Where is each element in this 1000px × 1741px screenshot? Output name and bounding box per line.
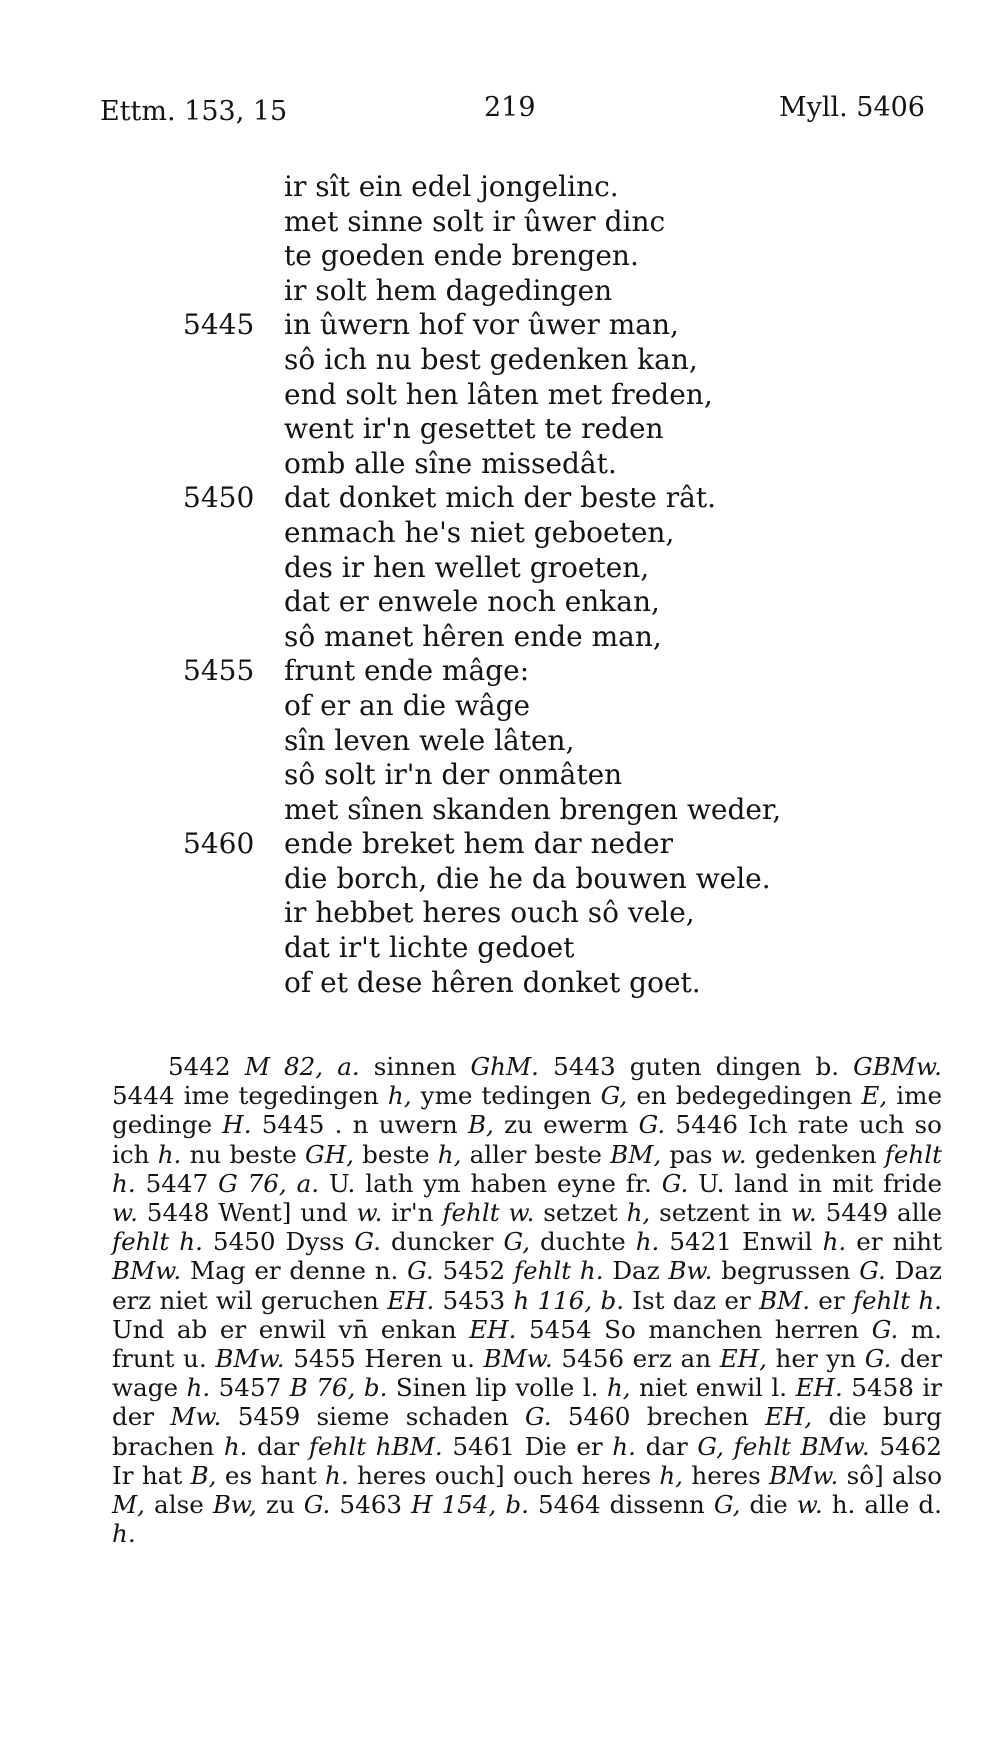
verse-line-text: ende breket hem dar neder — [284, 827, 674, 861]
siglum: EH, — [719, 1344, 767, 1374]
verse-line — [0, 689, 1000, 724]
apparatus-text: 5462 Ir hat — [112, 1431, 942, 1490]
verse-line — [0, 585, 1000, 620]
siglum: w. — [356, 1198, 383, 1228]
siglum: G, — [600, 1081, 628, 1111]
apparatus-text: pas — [661, 1139, 721, 1169]
siglum: h. — [325, 1460, 349, 1490]
verse-line — [0, 654, 1000, 689]
apparatus-text: 5444 ime tegedingen — [112, 1081, 388, 1111]
verse-line — [0, 205, 1000, 240]
siglum: h. — [822, 1227, 847, 1257]
apparatus-text: 5459 sieme schaden — [221, 1402, 526, 1432]
apparatus-text: her yn — [766, 1344, 865, 1374]
siglum: G. — [661, 1168, 689, 1198]
siglum: E, — [861, 1081, 888, 1111]
apparatus-text: sinnen — [359, 1052, 471, 1081]
siglum: G. — [407, 1256, 434, 1286]
apparatus-text: begrussen — [712, 1256, 860, 1286]
siglum: H. — [222, 1110, 252, 1140]
apparatus-text: 5453 — [434, 1285, 514, 1315]
apparatus-text: 5460 brechen — [551, 1402, 766, 1432]
apparatus-text: 5447 — [135, 1168, 219, 1198]
siglum: B 76, b. — [289, 1373, 388, 1403]
header-left-reference: Ettm. 153, 15 — [100, 96, 288, 127]
verse-line — [0, 308, 1000, 343]
siglum: h, — [606, 1373, 631, 1403]
verse-line-text: frunt ende mâge: — [284, 654, 530, 688]
siglum: B, — [467, 1110, 494, 1140]
siglum: EH, — [765, 1402, 813, 1432]
verse-line-text: ir sît ein edel jongelinc. — [284, 170, 619, 203]
siglum: GhM. — [470, 1052, 539, 1081]
siglum: fehlt hBM. — [308, 1431, 443, 1461]
apparatus-text: Daz — [603, 1256, 669, 1286]
siglum: h. — [635, 1227, 660, 1257]
siglum: h, — [659, 1460, 683, 1490]
apparatus-text: h. alle d. — [822, 1490, 942, 1520]
apparatus-text: er niht — [846, 1227, 942, 1257]
apparatus-text: dar — [635, 1431, 698, 1461]
siglum: w. — [720, 1139, 747, 1169]
siglum: h, — [437, 1139, 462, 1169]
verse-line-text: of et dese hêren donket goet. — [284, 965, 701, 999]
siglum: h. — [157, 1139, 182, 1169]
siglum: h. — [112, 1519, 136, 1549]
verse-line-text: ir solt hem dagedingen — [284, 273, 613, 307]
verse-line-text: dat donket mich der beste rât. — [284, 481, 716, 515]
apparatus-text: U. land in mit fride — [688, 1168, 942, 1198]
apparatus-text: 5454 So manchen herren — [516, 1314, 872, 1344]
apparatus-text: 5442 — [168, 1052, 245, 1081]
siglum: EH. — [469, 1314, 517, 1344]
apparatus-text: aller beste — [461, 1139, 611, 1169]
siglum: w. — [112, 1198, 138, 1228]
line-number: 5460 — [183, 827, 255, 861]
verse-line — [0, 516, 1000, 551]
siglum: BM. — [758, 1285, 811, 1315]
siglum: fehlt w. — [442, 1198, 535, 1228]
siglum: h 116, b. — [513, 1285, 625, 1315]
verse-line-text: dat er enwele noch enkan, — [284, 585, 660, 619]
verse-line — [0, 343, 1000, 378]
verse-line — [0, 274, 1000, 309]
siglum: G 76, a. — [218, 1168, 320, 1198]
siglum: G. — [525, 1402, 552, 1432]
page-number: 219 — [484, 92, 536, 123]
siglum: fehlt BMw. — [733, 1431, 870, 1461]
siglum: G. — [354, 1227, 381, 1257]
apparatus-text: setzet — [534, 1198, 627, 1228]
siglum: fehlt h. — [112, 1139, 943, 1198]
apparatus-text: yme tedingen — [411, 1081, 601, 1111]
siglum: h. — [223, 1431, 248, 1461]
apparatus-text: 5449 alle — [816, 1198, 942, 1228]
apparatus-paragraph — [112, 1052, 942, 1548]
verse-line-text: end solt hen lâten met freden, — [284, 377, 713, 411]
apparatus-text: Daz erz niet wil geruchen — [112, 1256, 942, 1315]
siglum: fehlt h. — [852, 1285, 942, 1315]
verse-line — [0, 793, 1000, 828]
siglum: Mw. — [170, 1402, 222, 1432]
critical-apparatus — [112, 1052, 942, 1548]
siglum: G. — [638, 1110, 666, 1140]
apparatus-text: zu — [256, 1490, 304, 1520]
running-header — [0, 92, 1000, 132]
verse-line-text: sô ich nu best gedenken kan, — [284, 342, 698, 376]
apparatus-text: 5464 dissenn — [528, 1490, 714, 1520]
siglum: fehlt h. — [513, 1256, 604, 1286]
verse-line — [0, 724, 1000, 759]
verse-text — [0, 170, 1000, 1000]
verse-line-text: in ûwern hof vor ûwer man, — [284, 308, 679, 342]
siglum: Bw, — [212, 1490, 257, 1520]
siglum: BMw. — [112, 1256, 182, 1286]
verse-line — [0, 170, 1000, 205]
apparatus-text: 5452 — [433, 1256, 514, 1286]
apparatus-text: sô] also — [838, 1460, 943, 1490]
line-number: 5450 — [183, 481, 255, 515]
siglum: fehlt h. — [112, 1227, 203, 1257]
siglum: EH. — [795, 1373, 843, 1403]
siglum: GBMw. — [853, 1052, 942, 1081]
siglum: h, — [626, 1198, 651, 1228]
siglum: H 154, b. — [411, 1490, 529, 1520]
verse-line — [0, 620, 1000, 655]
siglum: w. — [796, 1490, 823, 1520]
apparatus-text: 5458 ir der — [112, 1373, 942, 1432]
siglum: h, — [387, 1081, 412, 1111]
verse-line — [0, 481, 1000, 516]
siglum: Bw. — [668, 1256, 713, 1286]
verse-line-text: of er an die wâge — [284, 688, 531, 722]
apparatus-text — [724, 1432, 734, 1461]
siglum: M, — [112, 1490, 145, 1520]
apparatus-text: duncker — [381, 1227, 504, 1257]
apparatus-text: setzent in — [650, 1198, 791, 1228]
verse-line-text: went ir'n gesettet te reden — [284, 412, 664, 446]
verse-line — [0, 827, 1000, 862]
apparatus-text: heres ouch] ouch heres — [348, 1460, 660, 1490]
apparatus-text: es hant — [216, 1460, 326, 1490]
apparatus-text: Ist daz er — [624, 1285, 759, 1315]
apparatus-text: er — [810, 1285, 853, 1315]
siglum: G. — [871, 1314, 899, 1344]
apparatus-text: der wage — [112, 1344, 943, 1403]
siglum: G, — [713, 1490, 741, 1520]
siglum: w. — [790, 1198, 817, 1228]
apparatus-text: m. frunt u. — [112, 1314, 942, 1374]
siglum: BMw. — [215, 1344, 285, 1374]
siglum: GH, — [305, 1139, 354, 1169]
line-number: 5445 — [183, 308, 255, 342]
apparatus-text: 5445 . n uwern — [251, 1110, 468, 1140]
verse-line-text: sô manet hêren ende man, — [284, 619, 662, 653]
apparatus-text: 5443 guten dingen b. — [538, 1052, 854, 1081]
siglum: G, — [503, 1227, 531, 1257]
apparatus-text: beste — [353, 1139, 438, 1169]
apparatus-text: nu beste — [181, 1139, 306, 1169]
siglum: BMw. — [483, 1344, 553, 1374]
apparatus-text: 5463 — [330, 1490, 412, 1520]
apparatus-text: niet enwil l. — [630, 1373, 796, 1403]
header-right-reference: Myll. 5406 — [778, 92, 925, 123]
apparatus-text: duchte — [530, 1227, 636, 1257]
verse-line — [0, 862, 1000, 897]
apparatus-text: 5450 Dyss — [202, 1227, 355, 1257]
apparatus-text: heres — [683, 1460, 770, 1490]
siglum: B, — [190, 1460, 217, 1490]
apparatus-text: zu ewerm — [493, 1110, 639, 1140]
verse-line — [0, 896, 1000, 931]
siglum: BMw. — [769, 1460, 839, 1490]
verse-line-text: omb alle sîne missedât. — [284, 446, 617, 480]
verse-line-text: met sinne solt ir ûwer dinc — [284, 204, 666, 238]
verse-line — [0, 412, 1000, 447]
apparatus-text: 5461 Die er — [442, 1431, 613, 1461]
verse-line — [0, 966, 1000, 1001]
apparatus-text: Mag er denne n. — [181, 1256, 408, 1286]
verse-line — [0, 551, 1000, 586]
siglum: BM, — [610, 1139, 662, 1169]
apparatus-text: 5456 erz an — [552, 1344, 720, 1374]
siglum: h. — [186, 1373, 211, 1403]
verse-line — [0, 758, 1000, 793]
verse-line-text: te goeden ende brengen. — [284, 239, 639, 273]
verse-line-text: sô solt ir'n der onmâten — [284, 758, 623, 792]
apparatus-text: 5455 Heren u. — [284, 1344, 484, 1374]
verse-line — [0, 378, 1000, 413]
siglum: G. — [303, 1490, 331, 1520]
apparatus-text: 5457 — [210, 1373, 290, 1403]
verse-line — [0, 931, 1000, 966]
verse-line-text: enmach he's niet geboeten, — [284, 515, 675, 549]
siglum: G, — [697, 1431, 724, 1461]
verse-line-text: sîn leven wele lâten, — [284, 723, 575, 757]
verse-line-text: met sînen skanden brengen weder, — [284, 792, 782, 826]
apparatus-text: U. lath ym haben eyne fr. — [319, 1168, 662, 1198]
apparatus-text: en bedegedingen — [627, 1081, 862, 1111]
apparatus-text: ime gedinge — [112, 1081, 943, 1140]
apparatus-text: dar — [247, 1431, 309, 1461]
apparatus-text: alse — [145, 1490, 213, 1520]
apparatus-text: 5421 Enwil — [659, 1227, 823, 1257]
siglum: EH. — [387, 1285, 435, 1315]
apparatus-text: Und ab er enwil vn̄ enkan — [112, 1314, 470, 1344]
apparatus-text: Sinen lip volle l. — [387, 1373, 607, 1403]
verse-line-text: dat ir't lichte gedoet — [284, 931, 575, 965]
siglum: G. — [864, 1344, 892, 1374]
apparatus-text: 5446 Ich rate uch so ich — [112, 1110, 942, 1169]
siglum: G. — [859, 1256, 886, 1286]
apparatus-text: gedenken — [746, 1139, 885, 1169]
siglum: h. — [612, 1431, 636, 1461]
verse-line — [0, 447, 1000, 482]
line-number: 5455 — [183, 654, 255, 688]
verse-line-text: des ir hen wellet groeten, — [284, 550, 650, 584]
verse-line-text: ir hebbet heres ouch sô vele, — [284, 896, 695, 930]
apparatus-text: die burg brachen — [112, 1402, 943, 1461]
verse-line-text: die borch, die he da bouwen wele. — [284, 861, 771, 895]
apparatus-text: ir'n — [382, 1198, 443, 1228]
siglum: M 82, a. — [244, 1052, 360, 1081]
apparatus-text: 5448 Went] und — [137, 1198, 357, 1228]
verse-line — [0, 239, 1000, 274]
apparatus-text: die — [740, 1490, 797, 1520]
